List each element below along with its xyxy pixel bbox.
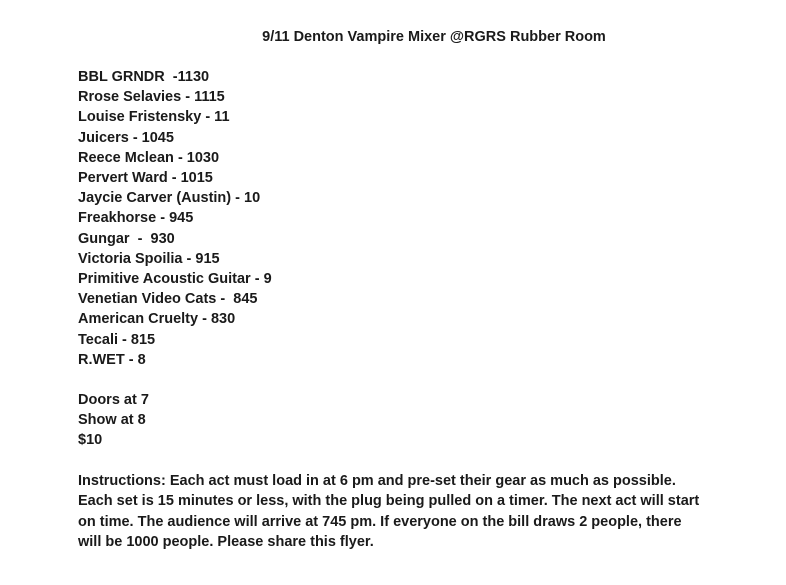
lineup-item: Primitive Acoustic Guitar - 9 (78, 271, 272, 288)
instructions-paragraph: Instructions: Each act must load in at 6 pm and pre-set their gear as much as possible. Each set is 15 minutes or less, with the plug being pulled on a timer. The next act will start on time. The audience will arrive at 745 pm. If everyone on the bill draws 2 people, there will be 1000 people. Please share this flyer. (78, 472, 700, 551)
lineup-item: Tecali - 815 (78, 331, 156, 348)
lineup-item: Pervert Ward - 1015 (78, 170, 213, 187)
event-info (78, 390, 708, 451)
lineup-item: Venetian Video Cats - 845 (78, 291, 258, 308)
ticket-price: $10 (78, 432, 103, 449)
lineup-list (78, 67, 708, 370)
lineup-item: Juicers - 1045 (78, 129, 174, 146)
lineup-item: Freakhorse - 945 (78, 210, 194, 227)
lineup-item: American Cruelty - 830 (78, 311, 236, 328)
doors-time: Doors at 7 (78, 392, 149, 409)
flyer-content (78, 67, 708, 567)
lineup-item: Rrose Selavies - 1115 (78, 89, 225, 106)
lineup-item: Reece Mclean - 1030 (78, 149, 220, 166)
lineup-item: Jaycie Carver (Austin) - 10 (78, 190, 261, 207)
page-title: 9/11 Denton Vampire Mixer @RGRS Rubber Room (262, 29, 606, 45)
lineup-item: R.WET - 8 (78, 351, 146, 368)
lineup-item: Gungar - 930 (78, 230, 175, 247)
lineup-item: Victoria Spoilia - 915 (78, 250, 220, 267)
lineup-item: BBL GRNDR -1130 (78, 69, 210, 85)
lineup-item: Louise Fristensky - 11 (78, 109, 230, 126)
show-time: Show at 8 (78, 412, 146, 429)
